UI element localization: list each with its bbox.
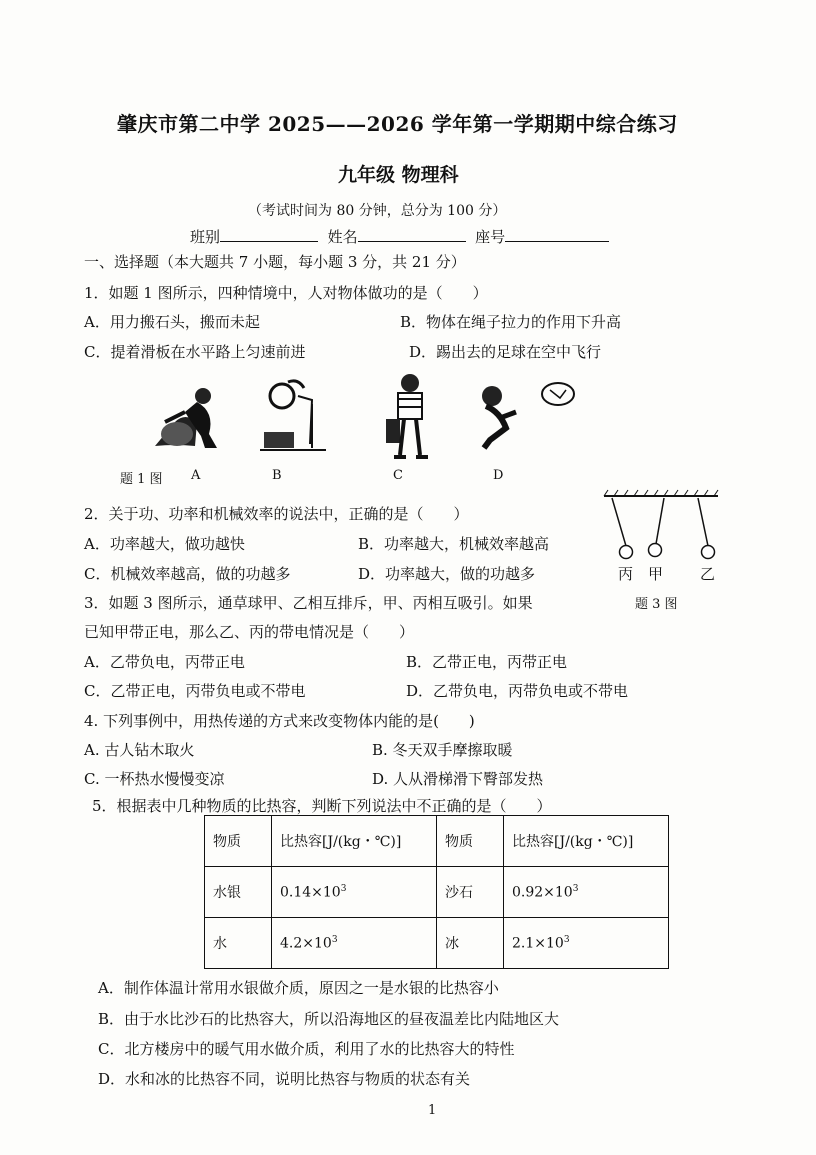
q5-stem: 5．根据表中几种物质的比热容，判断下列说法中不正确的是（ ） <box>92 797 552 815</box>
fig1-caption: 题 1 图 <box>120 472 163 487</box>
q3-option-d: D．乙带负电，丙带负电或不带电 <box>406 682 629 700</box>
table-row <box>205 918 669 969</box>
q2-option-c: C．机械效率越高，做的功越多 <box>84 565 291 583</box>
name-blank[interactable] <box>358 227 466 242</box>
fig1-c-carrying-board-image <box>380 371 440 463</box>
fig3-ball-label-yi: 乙 <box>700 565 716 583</box>
specific-heat-table <box>204 815 669 969</box>
name-label: 姓名 <box>327 228 358 246</box>
fig3-ball-label-bing: 丙 <box>618 565 634 583</box>
fig1-label-d: D <box>493 468 504 483</box>
fig1-label-b: B <box>272 468 282 483</box>
q2-option-d: D．功率越大，做的功越多 <box>358 565 536 583</box>
table-cell-value: $0.92\times 10^3$ <box>504 867 669 918</box>
q1-option-c: C．提着滑板在水平路上匀速前进 <box>84 343 306 361</box>
table-cell-value: $2.1\times 10^3$ <box>504 918 669 969</box>
q4-option-d: D. 人从滑梯滑下臀部发热 <box>372 770 544 788</box>
q4-stem: 4. 下列事例中，用热传递的方式来改变物体内能的是( ) <box>84 712 475 730</box>
q3-option-b: B．乙带正电，丙带正电 <box>406 653 568 671</box>
table-header-cell: 物质 <box>205 816 272 867</box>
class-blank[interactable] <box>220 227 318 242</box>
fig1-d-kicking-ball-image <box>470 378 580 458</box>
fig1-label-c: C <box>393 468 403 483</box>
fig1-label-a: A <box>191 468 201 483</box>
page-title: 肇庆市第二中学 2025——2026 学年第一学期期中综合练习 <box>117 112 678 136</box>
table-row <box>205 867 669 918</box>
table-cell-material: 水 <box>205 918 272 969</box>
page-number: 1 <box>428 1103 437 1118</box>
table-header-cell: 物质 <box>437 816 504 867</box>
q5-option-b: B．由于水比沙石的比热容大，所以沿海地区的昼夜温差比内陆地区大 <box>98 1010 560 1028</box>
q1-option-d: D．踢出去的足球在空中飞行 <box>409 343 602 361</box>
q2-option-a: A．功率越大，做功越快 <box>84 535 245 553</box>
q3-stem-line2: 已知甲带正电，那么乙、丙的带电情况是（ ） <box>84 623 415 641</box>
seat-blank[interactable] <box>505 227 609 242</box>
q3-option-a: A．乙带负电，丙带正电 <box>84 653 245 671</box>
q3-option-c: C．乙带正电，丙带负电或不带电 <box>84 682 306 700</box>
student-fields <box>190 226 609 247</box>
q2-option-b: B．功率越大，机械效率越高 <box>358 535 550 553</box>
q4-option-b: B. 冬天双手摩擦取暖 <box>372 741 513 759</box>
page-subtitle: 九年级 物理科 <box>338 164 459 186</box>
q1-stem: 1．如题 1 图所示，四种情境中，人对物体做功的是（ ） <box>84 284 488 302</box>
table-cell-value: $0.14\times 10^3$ <box>272 867 437 918</box>
fig3-ball-label-jia: 甲 <box>648 565 664 583</box>
q4-option-a: A. 古人钻木取火 <box>84 741 195 759</box>
table-header-cell: 比热容[J/(kg・℃)] <box>504 816 669 867</box>
seat-label: 座号 <box>475 228 506 246</box>
q1-option-b: B．物体在绳子拉力的作用下升高 <box>400 313 622 331</box>
table-header-row <box>205 816 669 867</box>
q5-option-a: A．制作体温计常用水银做介质，原因之一是水银的比热容小 <box>98 979 499 997</box>
fig1-b-pulling-rope-image <box>258 374 328 454</box>
table-header-cell: 比热容[J/(kg・℃)] <box>272 816 437 867</box>
fig3-hanging-balls-image <box>598 488 724 568</box>
q2-stem: 2．关于功、功率和机械效率的说法中，正确的是（ ） <box>84 505 469 523</box>
q5-option-d: D．水和冰的比热容不同，说明比热容与物质的状态有关 <box>98 1070 471 1088</box>
q3-stem-line1: 3．如题 3 图所示，通草球甲、乙相互排斥，甲、丙相互吸引。如果 <box>84 594 533 612</box>
fig3-caption: 题 3 图 <box>635 597 678 612</box>
table-cell-value: $4.2\times 10^3$ <box>272 918 437 969</box>
section-heading: 一、选择题（本大题共 7 小题，每小题 3 分，共 21 分） <box>84 253 466 271</box>
class-label: 班别 <box>190 228 221 246</box>
q4-option-c: C. 一杯热水慢慢变凉 <box>84 770 225 788</box>
table-cell-material: 冰 <box>437 918 504 969</box>
q5-option-c: C．北方楼房中的暖气用水做介质，利用了水的比热容大的特性 <box>98 1040 515 1058</box>
exam-info: （考试时间为 80 分钟，总分为 100 分） <box>248 203 507 219</box>
table-cell-material: 水银 <box>205 867 272 918</box>
fig1-a-lifting-stone-image <box>145 382 235 454</box>
table-cell-material: 沙石 <box>437 867 504 918</box>
q1-option-a: A．用力搬石头，搬而未起 <box>84 313 260 331</box>
